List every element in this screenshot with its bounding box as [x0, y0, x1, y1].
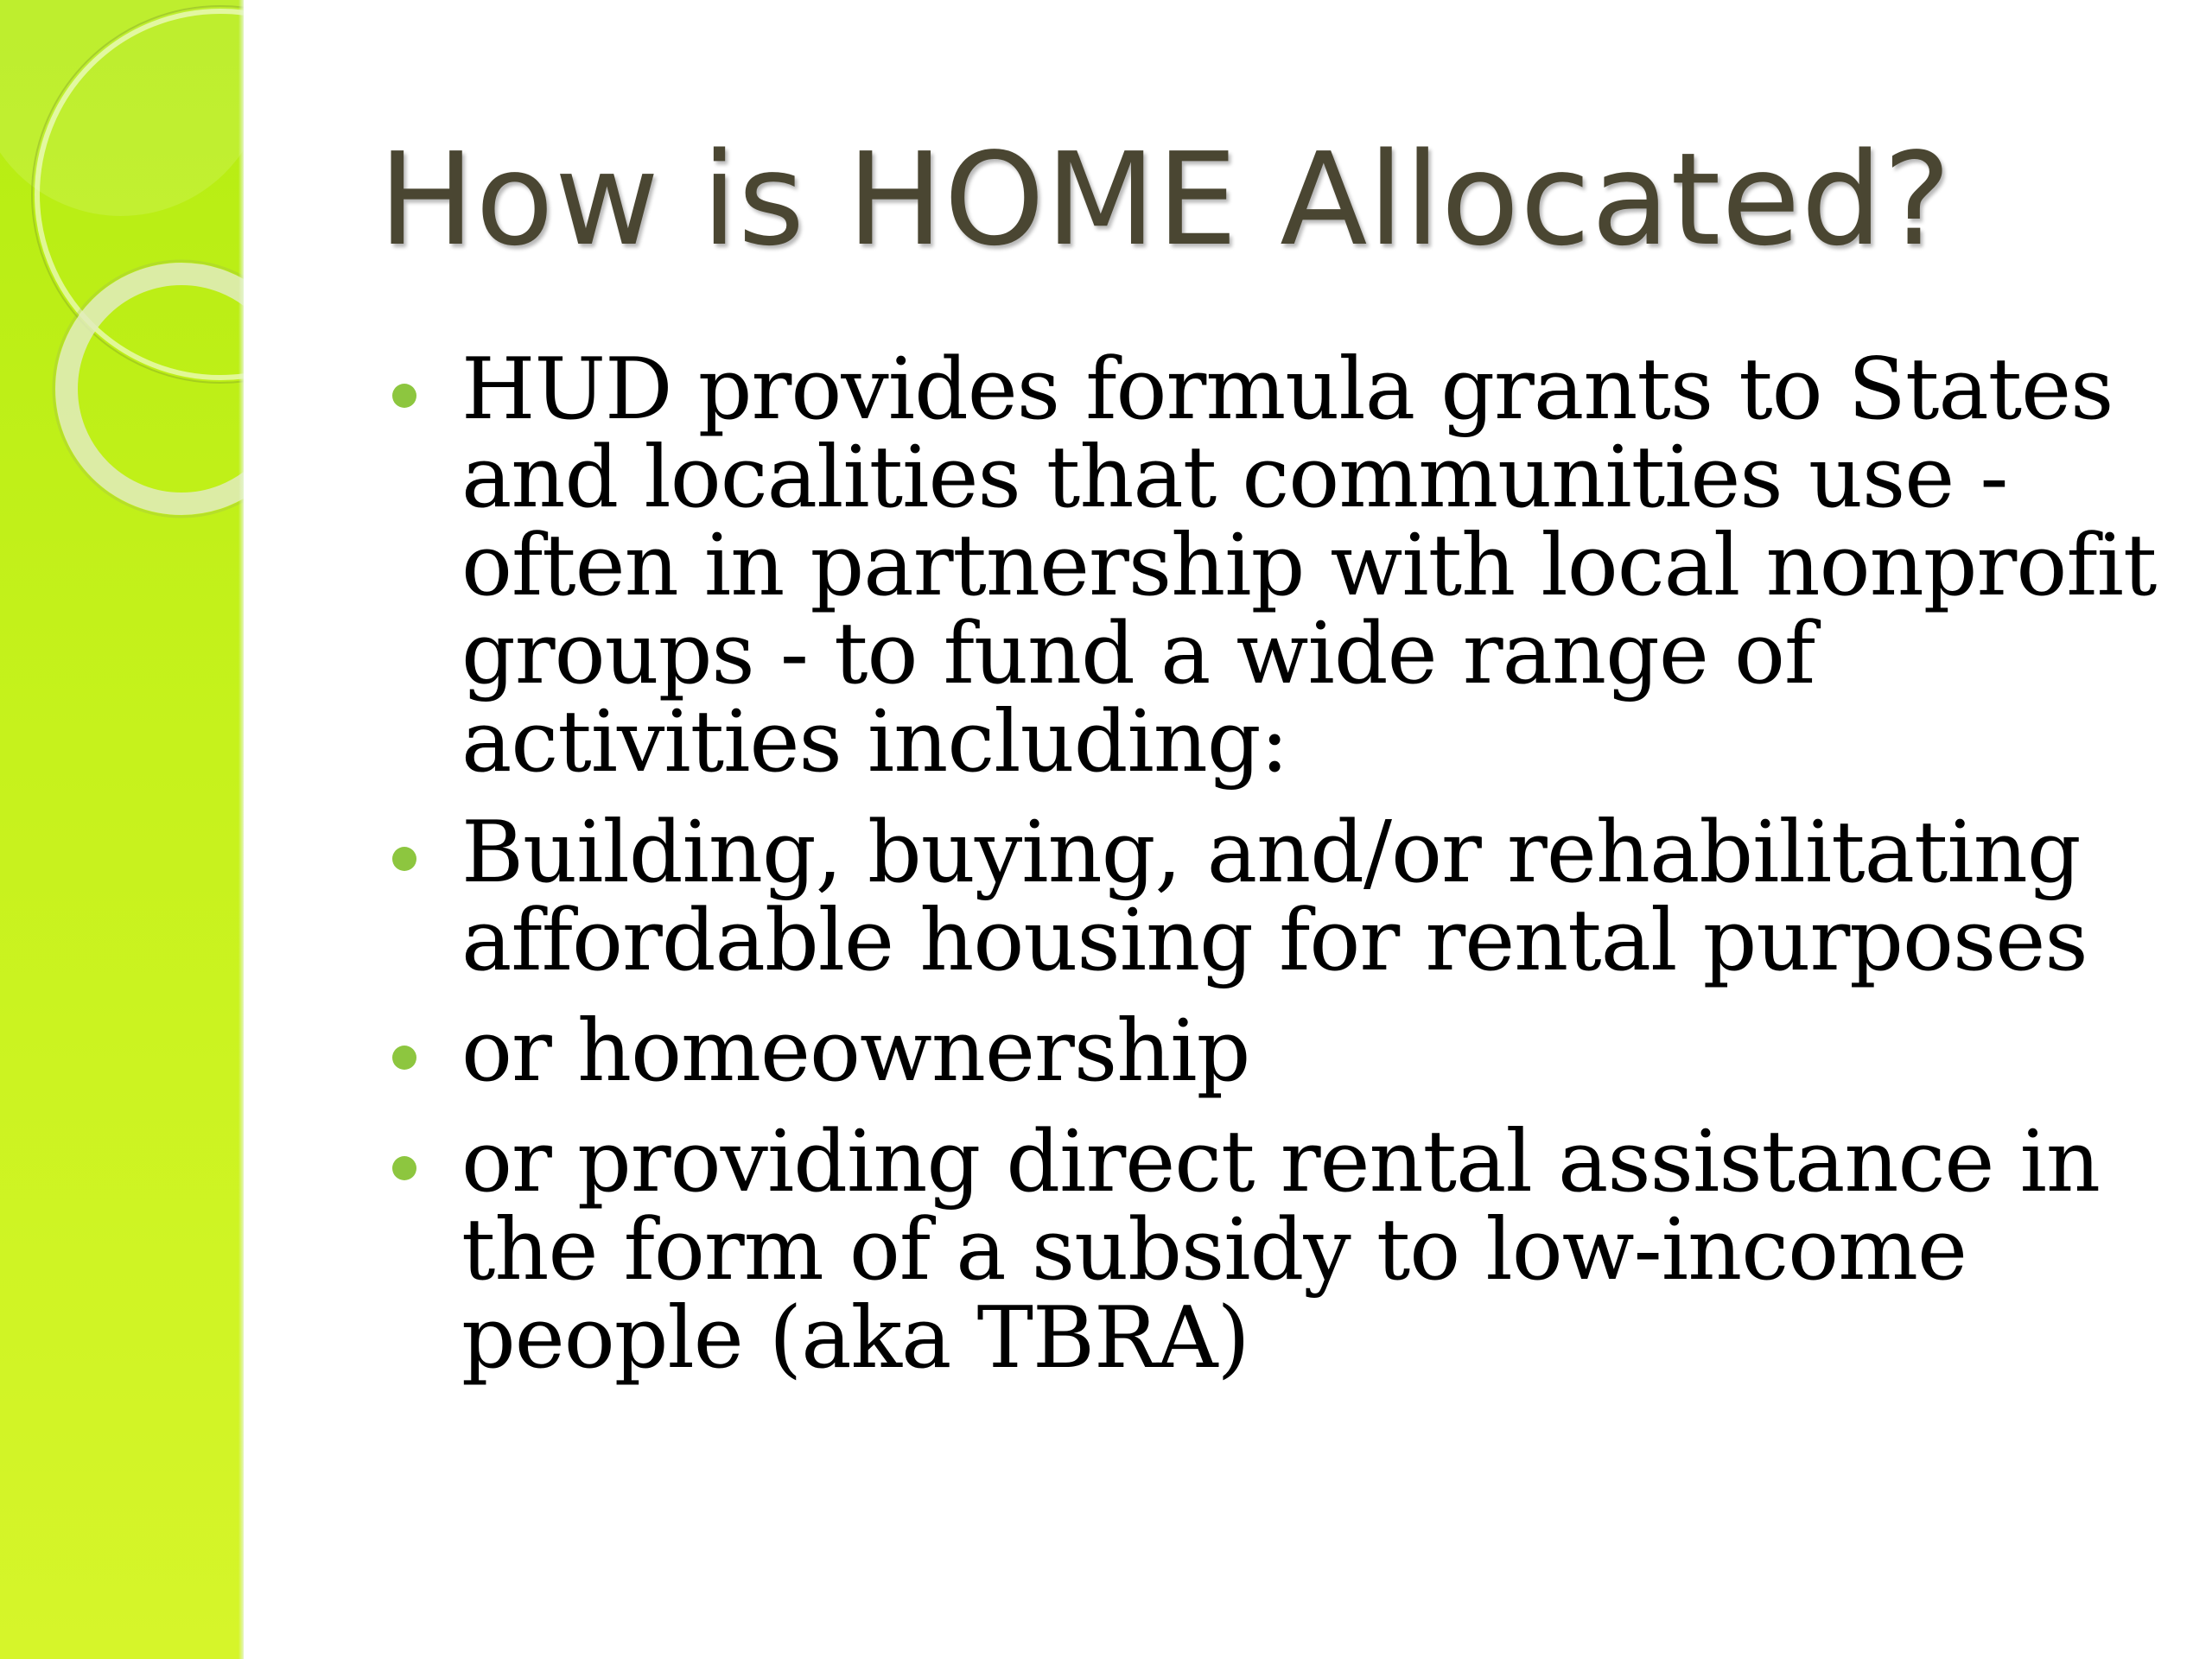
decorative-side-band — [0, 0, 244, 1659]
bullet-item — [392, 340, 2172, 791]
bullet-text: HUD provides formula grants to States and localities that communities use - often in partnership with local nonprofit groups - to fund a wide range of activities including: — [461, 340, 2157, 791]
decorative-circles — [0, 0, 244, 1659]
bullet-text: Building, buying, and/or rehabilitating affordable housing for rental purposes — [461, 804, 2088, 990]
bullet-item — [392, 804, 2172, 990]
bullet-dot-icon — [392, 1046, 416, 1070]
bullet-list — [392, 340, 2172, 1405]
band-edge — [238, 0, 244, 1659]
bullet-text: or homeownership — [461, 1002, 1250, 1101]
bullet-item — [392, 1113, 2172, 1388]
slide-title: How is HOME Allocated? — [378, 125, 1952, 274]
bullet-dot-icon — [392, 847, 416, 871]
bullet-text: or providing direct rental assistance in the form of a subsidy to low-income people (aka TBRA) — [461, 1113, 2101, 1388]
bullet-dot-icon — [392, 1156, 416, 1180]
bullet-item — [392, 1002, 2172, 1101]
bullet-dot-icon — [392, 384, 416, 408]
